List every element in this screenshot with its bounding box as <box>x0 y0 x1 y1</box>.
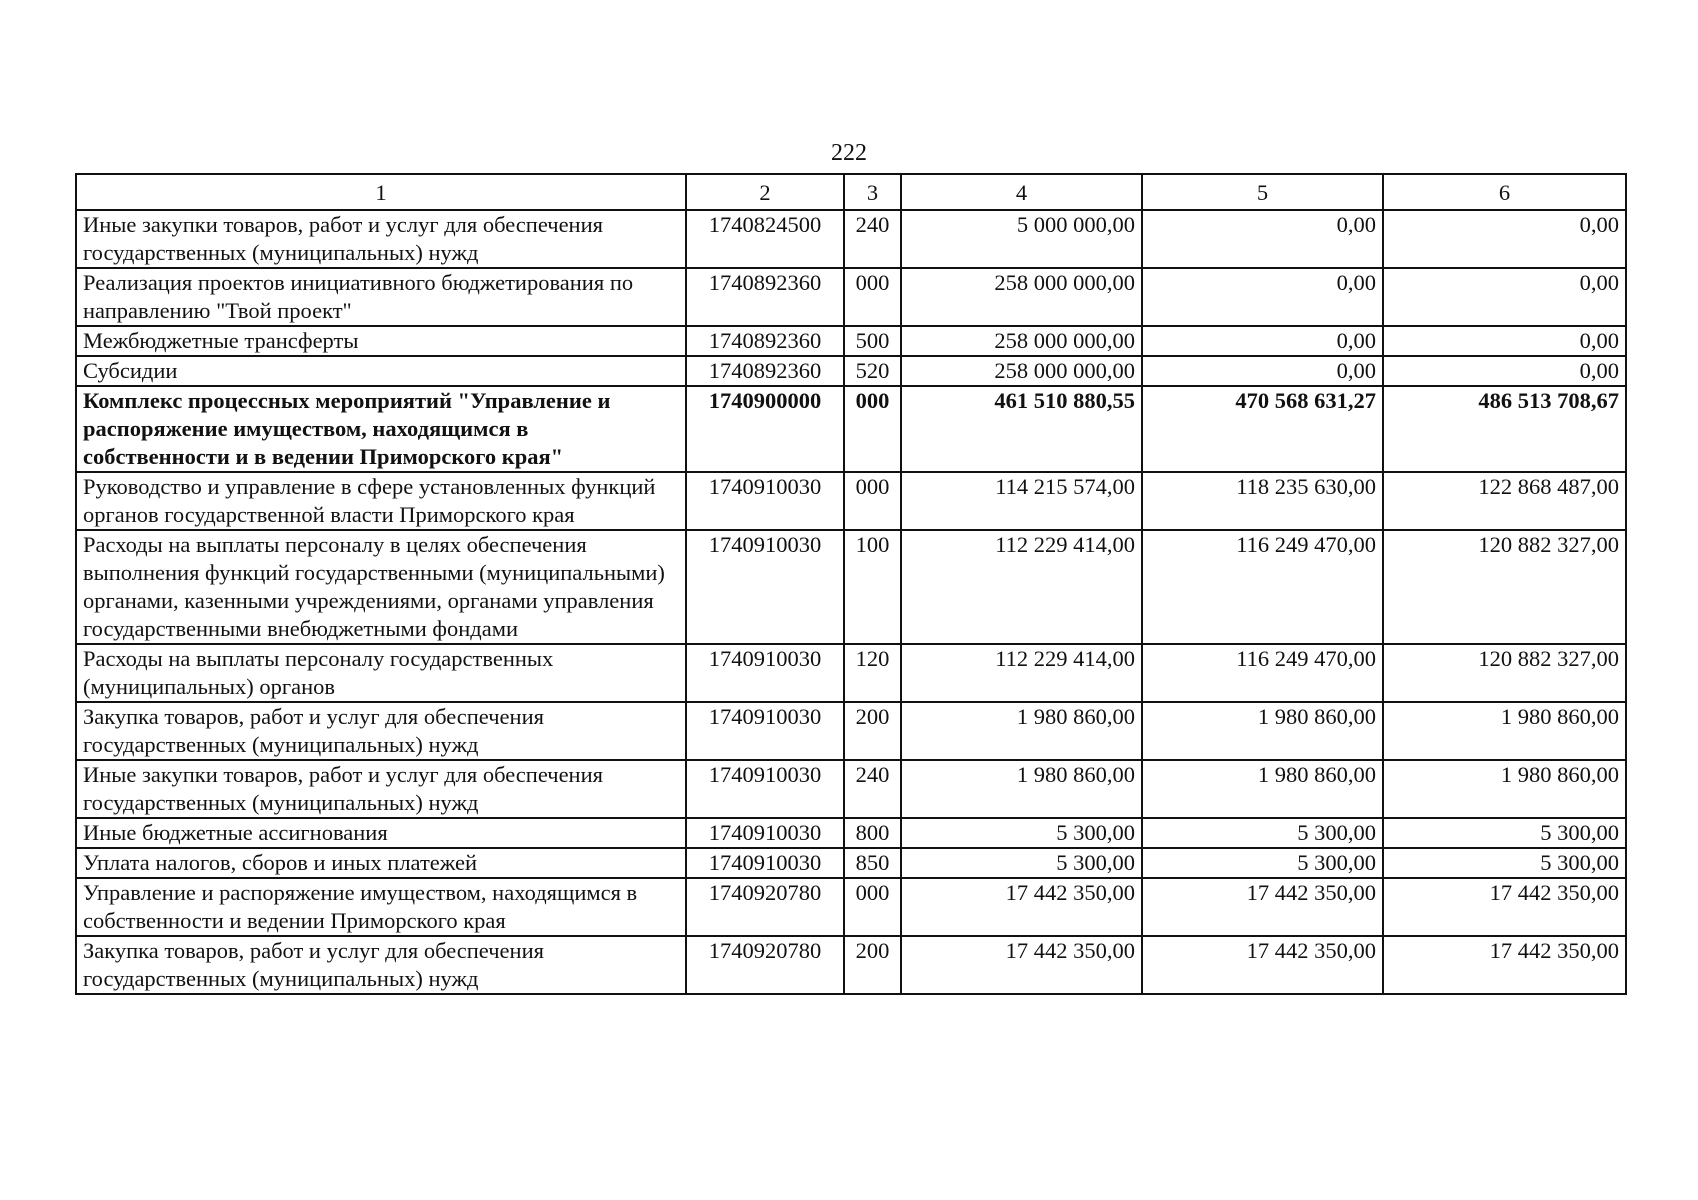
row-value-6: 0,00 <box>1383 268 1626 326</box>
row-name: Закупка товаров, работ и услуг для обеспечения государственных (муниципальных) нужд <box>76 936 686 994</box>
row-value-4: 17 442 350,00 <box>901 878 1142 936</box>
row-value-4: 1 980 860,00 <box>901 760 1142 818</box>
row-value-5: 17 442 350,00 <box>1142 878 1383 936</box>
row-kind: 800 <box>844 818 901 848</box>
row-name: Реализация проектов инициативного бюджетирования по направлению "Твой проект" <box>76 268 686 326</box>
row-value-6: 0,00 <box>1383 210 1626 268</box>
row-value-5: 116 249 470,00 <box>1142 644 1383 702</box>
row-value-6: 0,00 <box>1383 326 1626 356</box>
row-value-6: 5 300,00 <box>1383 818 1626 848</box>
table-row <box>76 356 1626 386</box>
row-value-5: 1 980 860,00 <box>1142 702 1383 760</box>
row-value-6: 17 442 350,00 <box>1383 878 1626 936</box>
row-value-4: 114 215 574,00 <box>901 472 1142 530</box>
row-value-6: 17 442 350,00 <box>1383 936 1626 994</box>
table-row <box>76 268 1626 326</box>
budget-table <box>75 173 1627 995</box>
row-name: Руководство и управление в сфере установленных функций органов государственной власти Приморского края <box>76 472 686 530</box>
row-code: 1740910030 <box>686 644 844 702</box>
row-name: Иные бюджетные ассигнования <box>76 818 686 848</box>
row-name: Управление и распоряжение имуществом, находящимся в собственности и ведении Приморского края <box>76 878 686 936</box>
row-value-4: 112 229 414,00 <box>901 644 1142 702</box>
table-row <box>76 760 1626 818</box>
row-value-5: 17 442 350,00 <box>1142 936 1383 994</box>
row-name: Уплата налогов, сборов и иных платежей <box>76 848 686 878</box>
row-code: 1740892360 <box>686 268 844 326</box>
row-code: 1740910030 <box>686 760 844 818</box>
row-value-5: 1 980 860,00 <box>1142 760 1383 818</box>
row-value-6: 5 300,00 <box>1383 848 1626 878</box>
row-kind: 200 <box>844 936 901 994</box>
row-value-5: 470 568 631,27 <box>1142 386 1383 472</box>
row-value-4: 258 000 000,00 <box>901 326 1142 356</box>
table-row <box>76 936 1626 994</box>
column-header-1: 1 <box>76 174 686 210</box>
row-name: Расходы на выплаты персоналу в целях обеспечения выполнения функций государственными (муниципальными) органами, казенными учреждениями, органами управления государственными внебюджетными фондами <box>76 530 686 644</box>
table-row <box>76 210 1626 268</box>
row-name: Субсидии <box>76 356 686 386</box>
row-value-6: 0,00 <box>1383 356 1626 386</box>
table-row <box>76 644 1626 702</box>
row-kind: 240 <box>844 210 901 268</box>
row-value-5: 5 300,00 <box>1142 818 1383 848</box>
table-row <box>76 530 1626 644</box>
row-name: Закупка товаров, работ и услуг для обеспечения государственных (муниципальных) нужд <box>76 702 686 760</box>
row-value-4: 258 000 000,00 <box>901 356 1142 386</box>
row-value-5: 0,00 <box>1142 356 1383 386</box>
row-kind: 500 <box>844 326 901 356</box>
row-name: Иные закупки товаров, работ и услуг для обеспечения государственных (муниципальных) нужд <box>76 210 686 268</box>
row-kind: 100 <box>844 530 901 644</box>
row-code: 1740910030 <box>686 472 844 530</box>
row-code: 1740892360 <box>686 356 844 386</box>
row-kind: 520 <box>844 356 901 386</box>
row-value-4: 461 510 880,55 <box>901 386 1142 472</box>
table-row-section-total <box>76 386 1626 472</box>
row-kind: 240 <box>844 760 901 818</box>
row-value-4: 5 300,00 <box>901 818 1142 848</box>
row-kind: 850 <box>844 848 901 878</box>
row-value-4: 112 229 414,00 <box>901 530 1142 644</box>
row-value-5: 0,00 <box>1142 326 1383 356</box>
row-name: Межбюджетные трансферты <box>76 326 686 356</box>
page-number: 222 <box>831 140 867 166</box>
column-header-5: 5 <box>1142 174 1383 210</box>
row-code: 1740824500 <box>686 210 844 268</box>
table-row <box>76 702 1626 760</box>
header-row <box>76 174 1626 210</box>
row-value-4: 1 980 860,00 <box>901 702 1142 760</box>
row-name: Иные закупки товаров, работ и услуг для обеспечения государственных (муниципальных) нужд <box>76 760 686 818</box>
row-value-5: 116 249 470,00 <box>1142 530 1383 644</box>
column-header-3: 3 <box>844 174 901 210</box>
row-value-6: 1 980 860,00 <box>1383 760 1626 818</box>
table-row <box>76 326 1626 356</box>
column-header-6: 6 <box>1383 174 1626 210</box>
row-code: 1740910030 <box>686 818 844 848</box>
row-kind: 000 <box>844 268 901 326</box>
row-value-6: 1 980 860,00 <box>1383 702 1626 760</box>
row-value-6: 122 868 487,00 <box>1383 472 1626 530</box>
row-value-5: 0,00 <box>1142 268 1383 326</box>
row-value-5: 0,00 <box>1142 210 1383 268</box>
table-row <box>76 472 1626 530</box>
table-row <box>76 818 1626 848</box>
row-value-4: 5 000 000,00 <box>901 210 1142 268</box>
table-row <box>76 848 1626 878</box>
row-code: 1740892360 <box>686 326 844 356</box>
row-value-5: 118 235 630,00 <box>1142 472 1383 530</box>
row-value-4: 258 000 000,00 <box>901 268 1142 326</box>
row-kind: 120 <box>844 644 901 702</box>
row-code: 1740920780 <box>686 878 844 936</box>
row-value-4: 17 442 350,00 <box>901 936 1142 994</box>
row-code: 1740910030 <box>686 702 844 760</box>
row-kind: 000 <box>844 472 901 530</box>
row-code: 1740910030 <box>686 848 844 878</box>
row-name: Расходы на выплаты персоналу государственных (муниципальных) органов <box>76 644 686 702</box>
row-value-6: 120 882 327,00 <box>1383 644 1626 702</box>
row-value-5: 5 300,00 <box>1142 848 1383 878</box>
row-name: Комплекс процессных мероприятий "Управление и распоряжение имуществом, находящимся в собственности и в ведении Приморского края" <box>76 386 686 472</box>
row-code: 1740910030 <box>686 530 844 644</box>
row-value-6: 120 882 327,00 <box>1383 530 1626 644</box>
row-kind: 200 <box>844 702 901 760</box>
row-code: 1740900000 <box>686 386 844 472</box>
row-value-6: 486 513 708,67 <box>1383 386 1626 472</box>
table-row <box>76 878 1626 936</box>
row-kind: 000 <box>844 878 901 936</box>
row-value-4: 5 300,00 <box>901 848 1142 878</box>
column-header-4: 4 <box>901 174 1142 210</box>
column-header-2: 2 <box>686 174 844 210</box>
row-kind: 000 <box>844 386 901 472</box>
row-code: 1740920780 <box>686 936 844 994</box>
